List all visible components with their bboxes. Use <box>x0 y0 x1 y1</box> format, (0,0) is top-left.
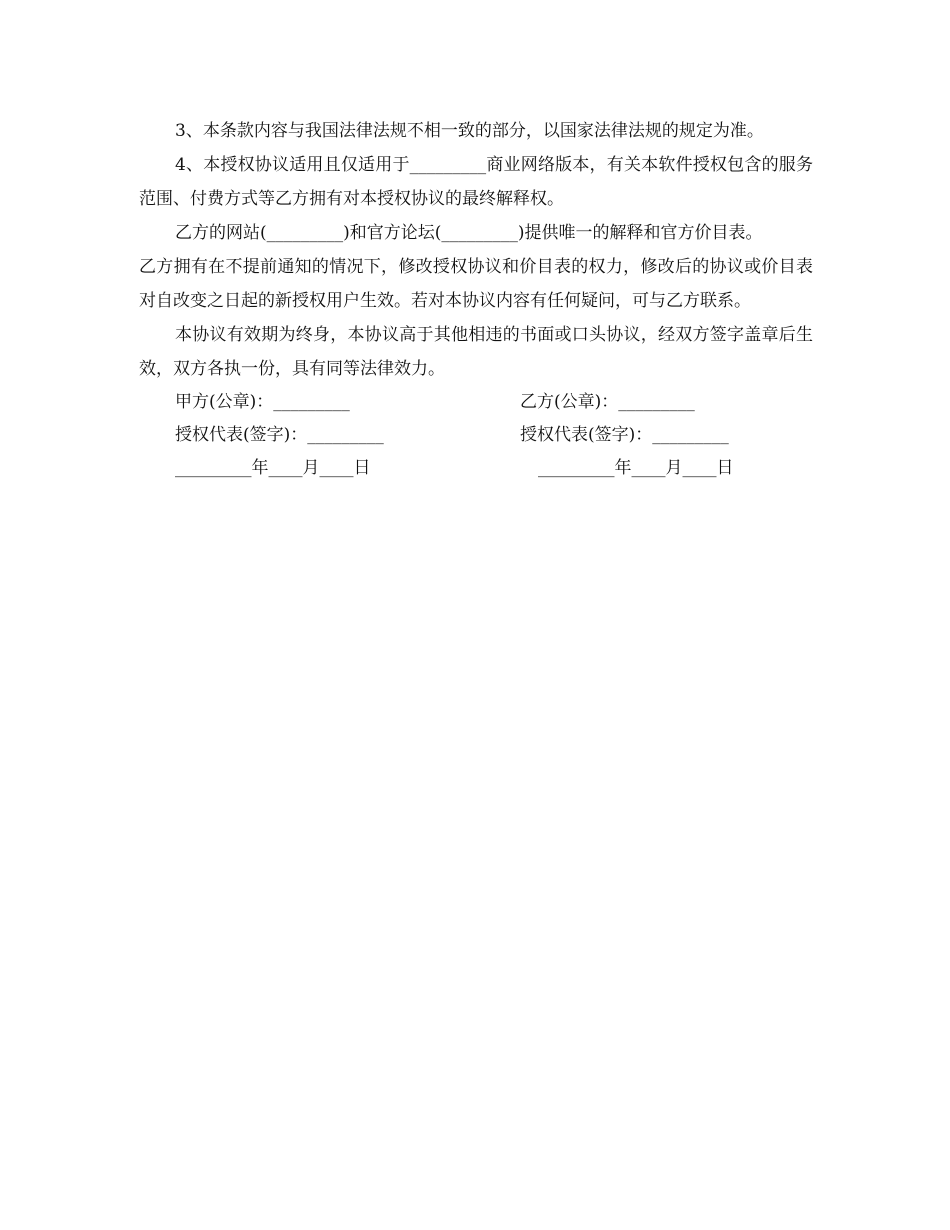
party-a-date-field: _________年____月____日 <box>175 458 371 478</box>
website-forum-paragraph: 乙方的网站(_________)和官方论坛(_________)提供唯一的解释和官方价目表。 <box>175 223 763 243</box>
clause-3: 3、本条款内容与我国法律法规不相一致的部分，以国家法律法规的规定为准。 <box>175 121 764 141</box>
seal-row <box>139 386 813 419</box>
document-page <box>139 114 813 485</box>
date-row <box>139 452 813 485</box>
representative-row <box>139 419 813 452</box>
validity-paragraph: 本协议有效期为终身，本协议高于其他相违的书面或口头协议，经双方签字盖章后生效，双方各执一份，具有同等法律效力。 <box>139 325 813 379</box>
party-a-seal-field: 甲方(公章)：_________ <box>175 392 350 412</box>
party-b-representative-field: 授权代表(签字)：_________ <box>520 425 729 445</box>
modification-paragraph: 乙方拥有在不提前通知的情况下，修改授权协议和价目表的权力，修改后的协议或价目表对自改变之日起的新授权用户生效。若对本协议内容有任何疑问，可与乙方联系。 <box>139 257 813 311</box>
clause-4: 4、本授权协议适用且仅适用于_________商业网络版本，有关本软件授权包含的服务范围、付费方式等乙方拥有对本授权协议的最终解释权。 <box>139 155 813 209</box>
party-b-seal-field: 乙方(公章)：_________ <box>520 392 695 412</box>
party-b-date-field: _________年____月____日 <box>538 458 734 478</box>
party-a-representative-field: 授权代表(签字)：_________ <box>175 425 384 445</box>
